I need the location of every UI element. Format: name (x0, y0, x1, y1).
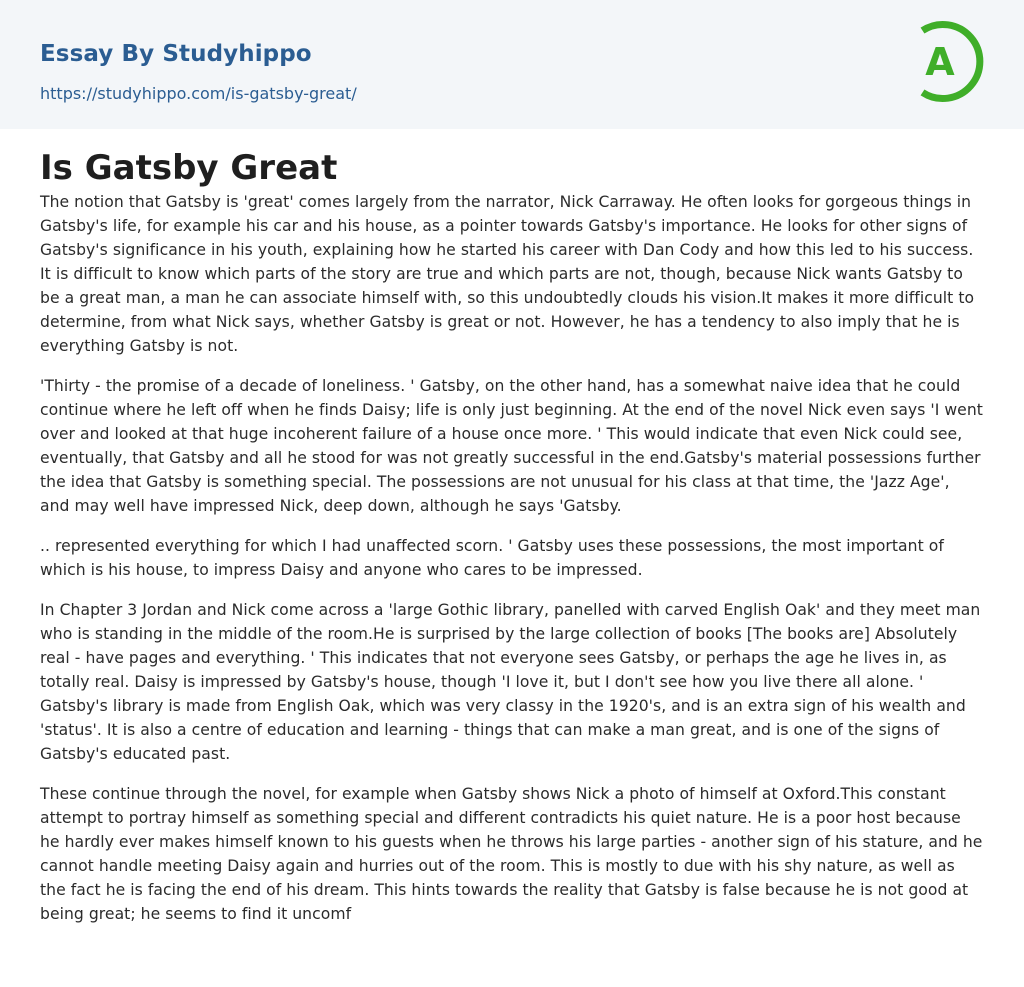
source-url-link[interactable]: https://studyhippo.com/is-gatsby-great/ (40, 84, 357, 103)
article-paragraph-4: In Chapter 3 Jordan and Nick come across a 'large Gothic library, panelled with carved English Oak' and they meet man who is standing in the middle of the room.He is surprised by the large collection of books [The books are] Absolutely real - have pages and everything. ' This indicates that not everyone sees Gatsby, or perhaps the age he lives in, as totally real. Daisy is impressed by Gatsby's house, though 'I love it, but I don't see how you live there all alone. ' Gatsby's library is made from English Oak, which was very classy in the 1920's, and is an extra sign of his wealth and 'status'. It is also a centre of education and learning - things that can make a man great, and is one of the signs of Gatsby's educated past. (40, 601, 981, 763)
article-title: Is Gatsby Great (40, 148, 338, 188)
logo-letter: A (925, 40, 955, 84)
studyhippo-logo-icon[interactable] (908, 19, 988, 105)
site-header (0, 0, 1024, 129)
article-paragraph-2: 'Thirty - the promise of a decade of loneliness. ' Gatsby, on the other hand, has a somewhat naive idea that he could continue where he left off when he finds Daisy; life is only just beginning. At the end of the novel Nick even says 'I went over and looked at that huge incoherent failure of a house once more. ' This would indicate that even Nick could see, eventually, that Gatsby and all he stood for was not greatly successful in the end.Gatsby's material possessions further the idea that Gatsby is something special. The possessions are not unusual for his class at that time, the 'Jazz Age', and may well have impressed Nick, deep down, although he says 'Gatsby. (40, 377, 983, 515)
article (0, 129, 1024, 926)
article-paragraph-3: .. represented everything for which I had unaffected scorn. ' Gatsby uses these possessions, the most important of which is his house, to impress Daisy and anyone who cares to be impressed. (40, 537, 944, 579)
brand-title[interactable]: Essay By Studyhippo (40, 41, 312, 67)
article-paragraph-1: The notion that Gatsby is 'great' comes largely from the narrator, Nick Carraway. He often looks for gorgeous things in Gatsby's life, for example his car and his house, as a pointer towards Gatsby's importance. He looks for other signs of Gatsby's significance in his youth, explaining how he started his career with Dan Cody and how this led to his success. It is difficult to know which parts of the story are true and which parts are not, though, because Nick wants Gatsby to be a great man, a man he can associate himself with, so this undoubtedly clouds his vision.It makes it more difficult to determine, from what Nick says, whether Gatsby is great or not. However, he has a tendency to also imply that he is everything Gatsby is not. (40, 193, 975, 355)
article-paragraph-5: These continue through the novel, for example when Gatsby shows Nick a photo of himself at Oxford.This constant attempt to portray himself as something special and different contradicts his quiet nature. He is a poor host because he hardly ever makes himself known to his guests when he throws his large parties - another sign of his stature, and he cannot handle meeting Daisy again and hurries out of the room. This is mostly to due with his shy nature, as well as the fact he is facing the end of his dream. This hints towards the reality that Gatsby is false because he is not good at being great; he seems to find it uncomf (40, 785, 983, 923)
